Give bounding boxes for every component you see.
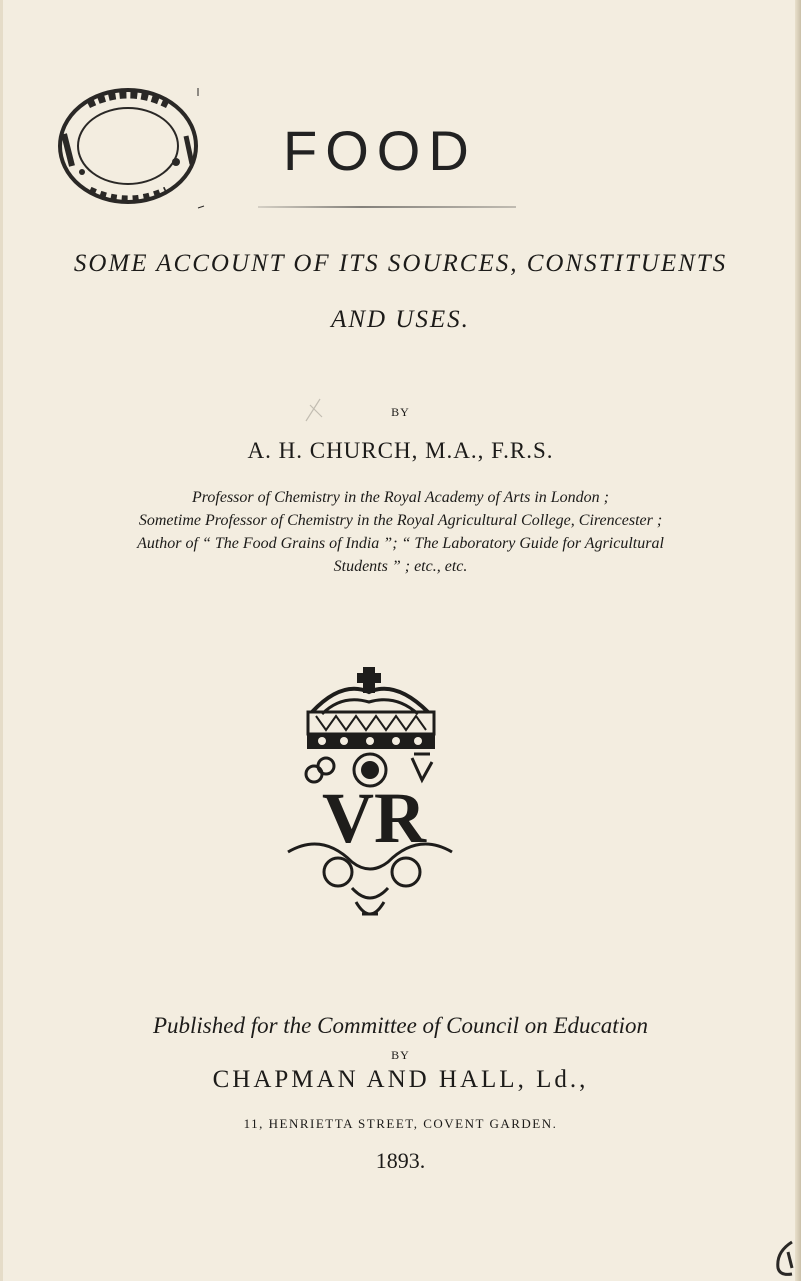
title-underline [258, 206, 516, 208]
published-for: Published for the Committee of Council on Education [152, 1013, 649, 1038]
credential-line: Professor of Chemistry in the Royal Academy of Arts in London ; [191, 489, 609, 506]
svg-text:V: V [322, 778, 374, 858]
book-title: FOOD [283, 119, 477, 182]
author-name: A. H. CHURCH, M.A., F.R.S. [247, 438, 554, 463]
royal-cipher-emblem [282, 662, 458, 927]
publication-year: 1893. [375, 1148, 426, 1173]
svg-text:R: R [374, 778, 426, 858]
publisher-address: 11, HENRIETTA STREET, COVENT GARDEN. [243, 1116, 558, 1131]
corner-library-mark-icon [772, 1238, 796, 1278]
book-subtitle [0, 236, 801, 348]
credential-line: Author of “ The Food Grains of India ”; “ The Laboratory Guide for Agricultural [137, 535, 664, 552]
by-label: BY [391, 405, 410, 419]
publisher-name: CHAPMAN AND HALL, Ld., [212, 1066, 589, 1093]
subtitle-line-1: SOME ACCOUNT OF ITS SOURCES, CONSTITUENTS [73, 250, 728, 277]
author-credentials [30, 486, 771, 578]
credential-line: Students ” ; etc., etc. [333, 558, 468, 575]
subtitle-line-2: AND USES. [331, 306, 470, 333]
credential-line: Sometime Professor of Chemistry in the Royal Agricultural College, Cirencester ; [138, 512, 663, 529]
library-stamp-icon [48, 76, 208, 216]
imprint-by-label: BY [391, 1048, 410, 1062]
